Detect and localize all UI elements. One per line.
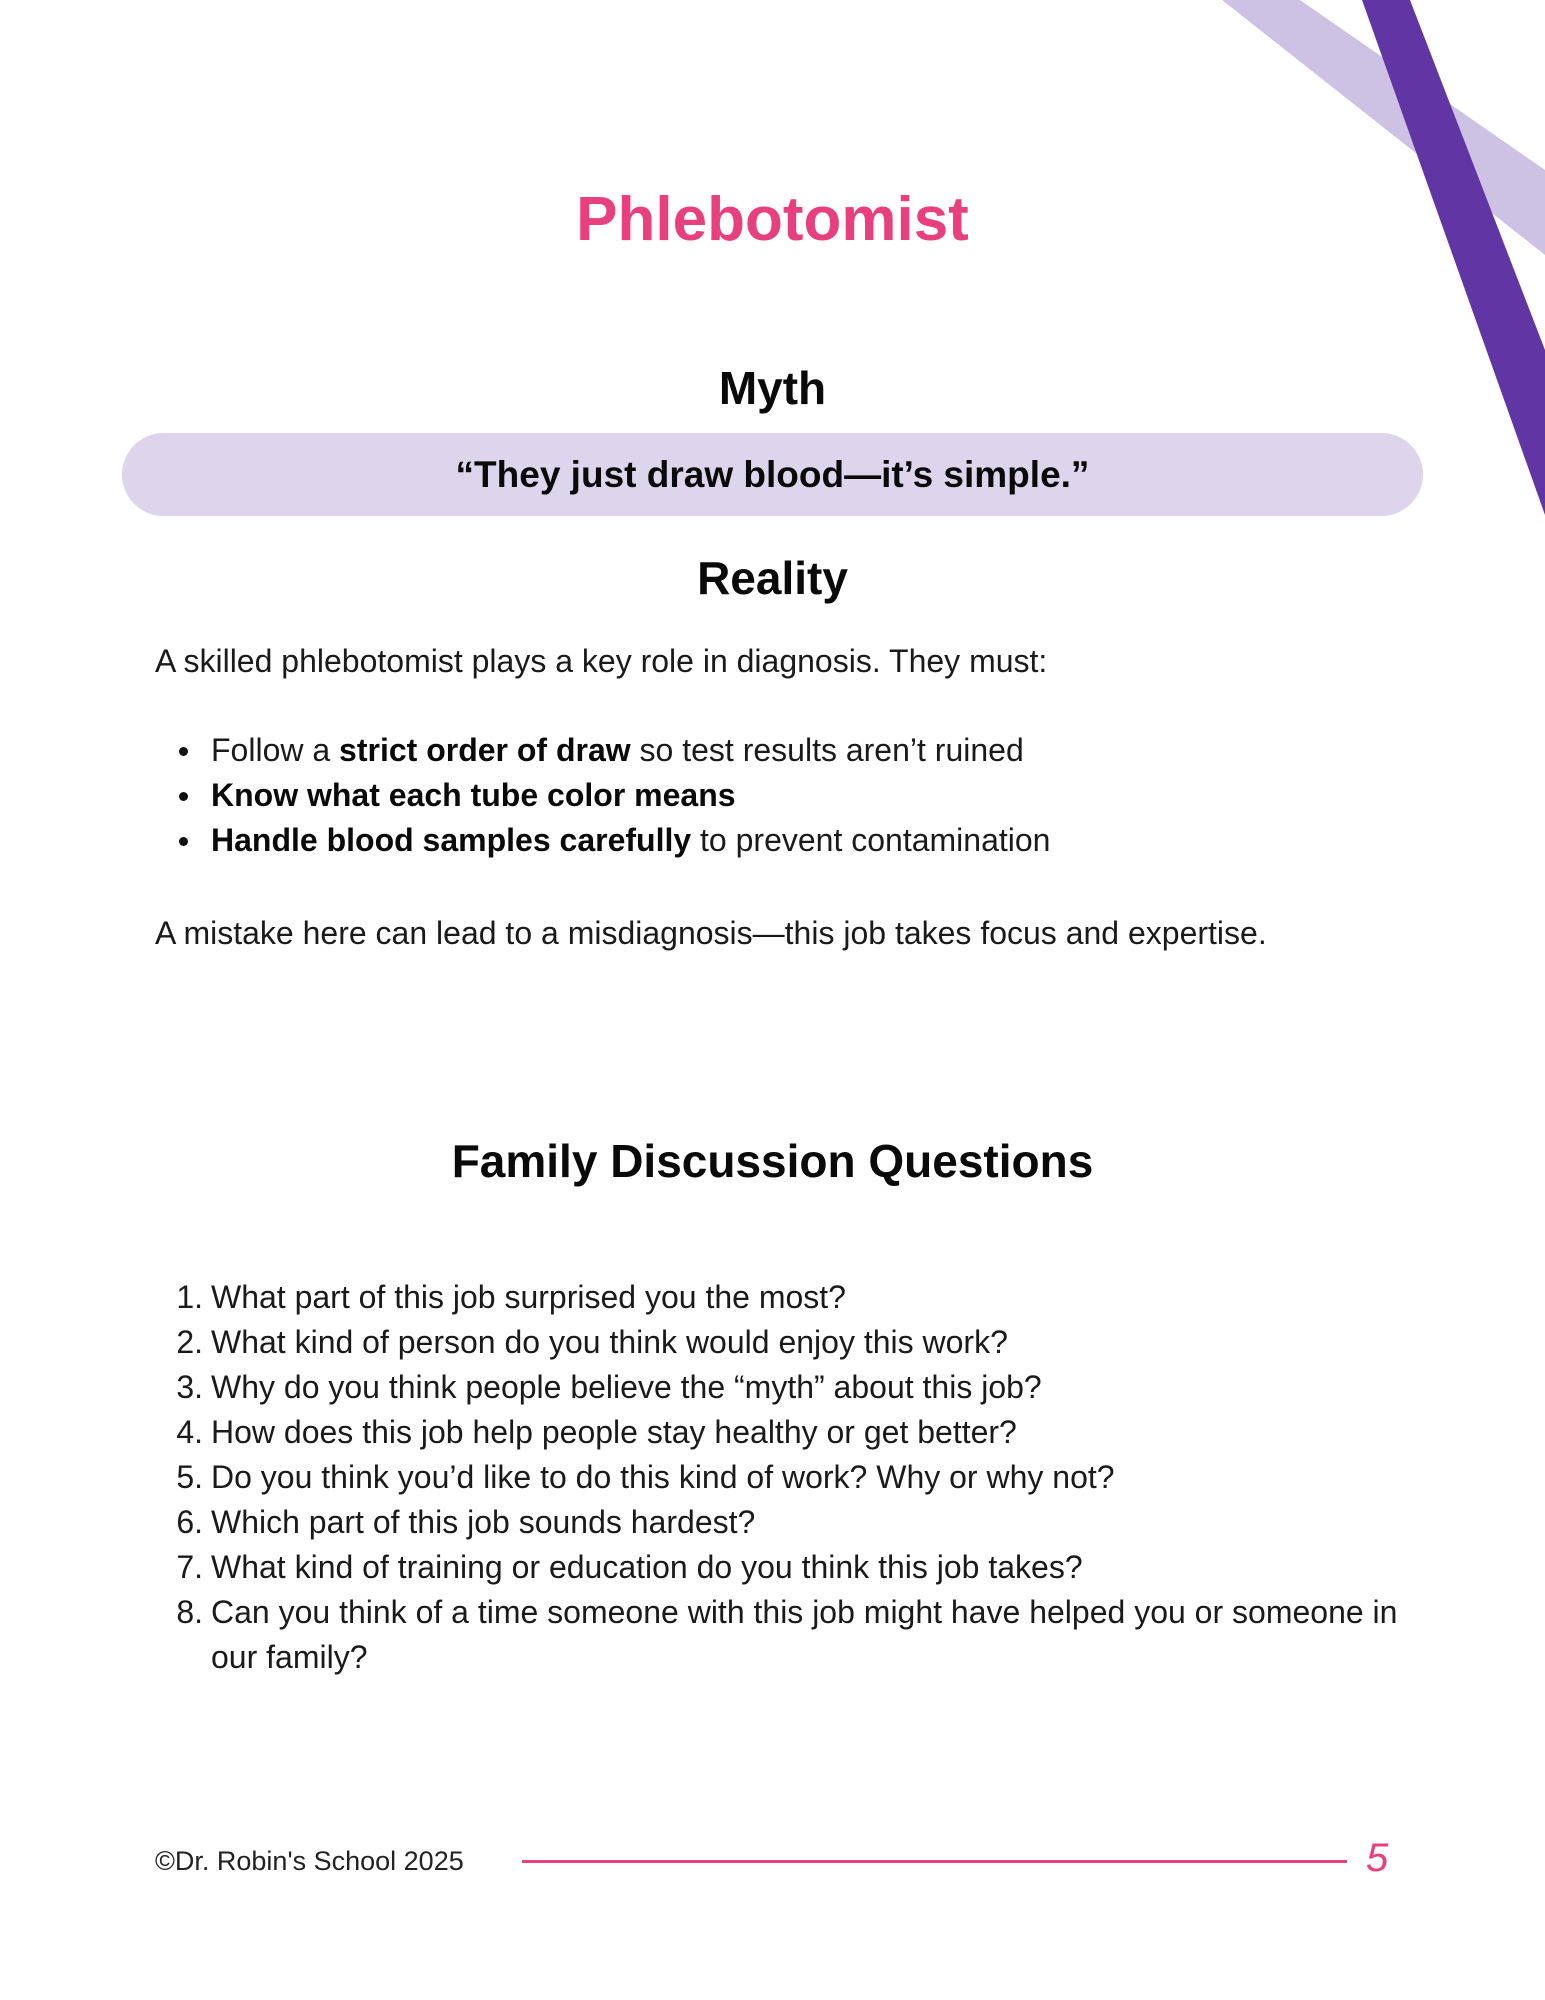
list-item: What kind of training or education do you think this job takes? bbox=[211, 1549, 1083, 1585]
page-title: Phlebotomist bbox=[576, 185, 969, 254]
list-item bbox=[211, 818, 1446, 863]
list-item: How does this job help people stay healthy or get better? bbox=[211, 1414, 1017, 1450]
list-item: What part of this job surprised you the most? bbox=[211, 1279, 846, 1315]
page-number: 5 bbox=[1366, 1836, 1389, 1880]
footer-copyright: ©Dr. Robin's School 2025 bbox=[155, 1846, 464, 1876]
discussion-heading: Family Discussion Questions bbox=[451, 1135, 1094, 1187]
reality-intro: A skilled phlebotomist plays a key role in diagnosis. They must: bbox=[155, 643, 1048, 679]
list-item: Can you think of a time someone with this job might have helped you or someone in our family? bbox=[211, 1594, 1398, 1675]
reality-conclusion: A mistake here can lead to a misdiagnosis—this job takes focus and expertise. bbox=[155, 915, 1267, 951]
bullet-bold-text: strict order of draw bbox=[339, 732, 631, 768]
list-item: What kind of person do you think would enjoy this work? bbox=[211, 1324, 1008, 1360]
footer-divider bbox=[522, 1860, 1347, 1863]
list-item: Why do you think people believe the “myth” about this job? bbox=[211, 1369, 1042, 1405]
reality-bullet-list bbox=[155, 728, 1446, 863]
bullet-bold-text: Handle blood samples carefully bbox=[211, 822, 692, 858]
reality-heading: Reality bbox=[697, 552, 848, 604]
bullet-bold-text: Know what each tube color means bbox=[211, 777, 736, 813]
myth-heading: Myth bbox=[718, 362, 827, 414]
myth-quote: “They just draw blood—it’s simple.” bbox=[455, 453, 1090, 495]
list-item bbox=[211, 728, 1446, 773]
bullet-text: to prevent contamination bbox=[691, 822, 1051, 858]
bullet-text: so test results aren’t ruined bbox=[630, 732, 1024, 768]
myth-banner bbox=[122, 433, 1423, 516]
list-item bbox=[211, 773, 1446, 818]
list-item: Which part of this job sounds hardest? bbox=[211, 1504, 756, 1540]
bullet-text: Follow a bbox=[211, 732, 340, 768]
list-item: Do you think you’d like to do this kind of work? Why or why not? bbox=[211, 1459, 1115, 1495]
discussion-question-list bbox=[155, 1275, 1451, 1680]
